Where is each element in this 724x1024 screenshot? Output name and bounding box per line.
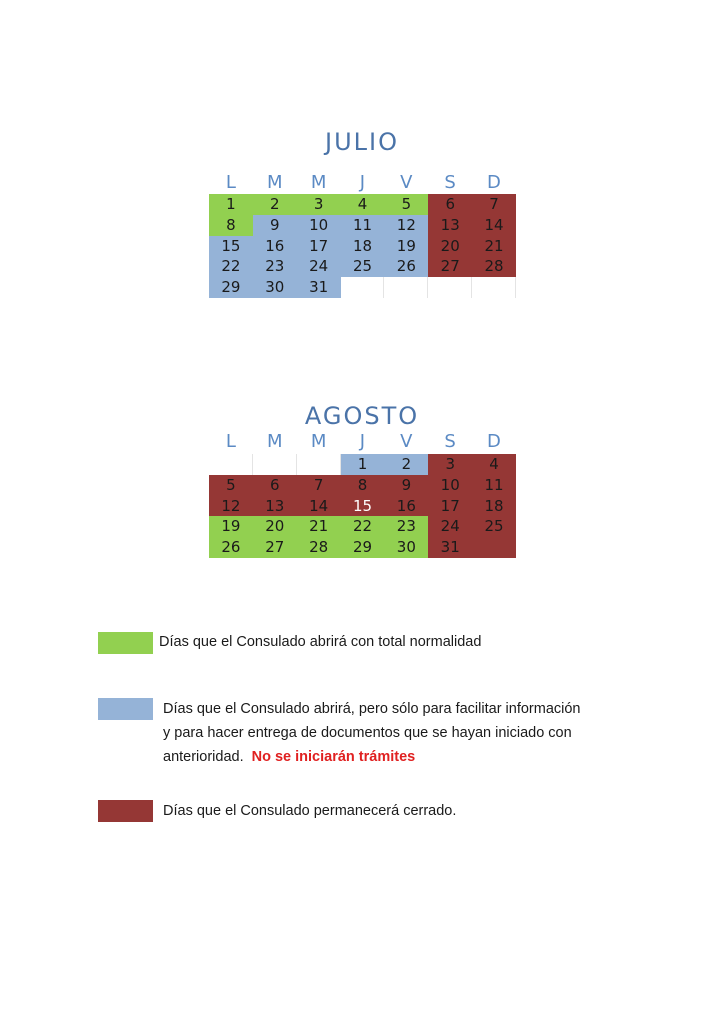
weekday-label: S xyxy=(444,431,456,452)
july-day-27: 27 xyxy=(428,256,472,277)
weekday-label: M xyxy=(267,172,283,193)
august-empty-cell xyxy=(472,537,516,558)
weekday-label: V xyxy=(400,172,413,193)
july-day-5: 5 xyxy=(384,194,428,215)
august-day-7: 7 xyxy=(297,475,341,496)
august-title: AGOSTO xyxy=(304,402,420,430)
july-day-17: 17 xyxy=(297,236,341,257)
august-day-5: 5 xyxy=(209,475,253,496)
july-weekday-header xyxy=(209,173,516,193)
august-day-16: 16 xyxy=(384,496,428,517)
july-day-8: 8 xyxy=(209,215,253,236)
july-day-28: 28 xyxy=(472,256,516,277)
august-day-8: 8 xyxy=(341,475,385,496)
july-day-22: 22 xyxy=(209,256,253,277)
weekday-label: D xyxy=(487,431,501,452)
august-day-15: 15 xyxy=(341,496,385,517)
august-day-20: 20 xyxy=(253,516,297,537)
legend-info-line: Días que el Consulado abrirá, pero sólo para facilitar información xyxy=(163,701,581,717)
august-empty-cell xyxy=(253,454,297,475)
july-title: JULIO xyxy=(325,128,399,156)
weekday-label: J xyxy=(359,431,366,452)
august-day-28: 28 xyxy=(297,537,341,558)
legend-warning-text: No se iniciarán trámites xyxy=(251,749,416,765)
july-day-4: 4 xyxy=(341,194,385,215)
weekday-label: M xyxy=(310,431,327,452)
july-empty-cell xyxy=(472,277,516,298)
july-day-26: 26 xyxy=(384,256,428,277)
weekday-label: M xyxy=(310,172,327,193)
july-day-7: 7 xyxy=(472,194,516,215)
july-day-14: 14 xyxy=(472,215,516,236)
august-day-11: 11 xyxy=(472,475,516,496)
august-day-12: 12 xyxy=(209,496,253,517)
august-day-25: 25 xyxy=(472,516,516,537)
july-day-3: 3 xyxy=(297,194,341,215)
july-day-29: 29 xyxy=(209,277,253,298)
august-day-19: 19 xyxy=(209,516,253,537)
july-day-6: 6 xyxy=(428,194,472,215)
august-day-22: 22 xyxy=(341,516,385,537)
legend-open-text: Días que el Consulado abrirá con total normalidad xyxy=(159,634,482,650)
august-day-1: 1 xyxy=(341,454,385,475)
august-empty-cell xyxy=(297,454,341,475)
legend-open-swatch xyxy=(98,632,153,654)
august-day-4: 4 xyxy=(472,454,516,475)
july-day-2: 2 xyxy=(253,194,297,215)
july-empty-cell xyxy=(341,277,385,298)
july-day-16: 16 xyxy=(253,236,297,257)
august-day-29: 29 xyxy=(341,537,385,558)
august-day-9: 9 xyxy=(384,475,428,496)
weekday-label: L xyxy=(225,172,236,193)
legend-info-line xyxy=(163,745,581,769)
weekday-label: V xyxy=(400,431,413,452)
july-day-20: 20 xyxy=(428,236,472,257)
july-day-30: 30 xyxy=(253,277,297,298)
august-calendar-grid xyxy=(209,454,516,558)
august-day-21: 21 xyxy=(297,516,341,537)
july-empty-cell xyxy=(428,277,472,298)
weekday-label: J xyxy=(359,172,366,193)
august-day-13: 13 xyxy=(253,496,297,517)
august-day-3: 3 xyxy=(428,454,472,475)
legend-closed-text: Días que el Consulado permanecerá cerrado. xyxy=(163,803,457,819)
august-day-31: 31 xyxy=(428,537,472,558)
august-day-14: 14 xyxy=(297,496,341,517)
weekday-label: D xyxy=(487,172,501,193)
july-day-11: 11 xyxy=(341,215,385,236)
august-day-26: 26 xyxy=(209,537,253,558)
july-day-21: 21 xyxy=(472,236,516,257)
weekday-label: M xyxy=(267,431,283,452)
july-calendar-grid xyxy=(209,194,516,298)
august-day-6: 6 xyxy=(253,475,297,496)
august-empty-cell xyxy=(209,454,253,475)
july-day-15: 15 xyxy=(209,236,253,257)
august-day-18: 18 xyxy=(472,496,516,517)
july-day-13: 13 xyxy=(428,215,472,236)
legend-info-swatch xyxy=(98,698,153,720)
legend-info-line: y para hacer entrega de documentos que se hayan iniciado con xyxy=(163,725,572,741)
weekday-label: S xyxy=(444,172,456,193)
august-day-30: 30 xyxy=(384,537,428,558)
july-day-19: 19 xyxy=(384,236,428,257)
july-day-25: 25 xyxy=(341,256,385,277)
legend-info-line-text: anterioridad. xyxy=(163,749,244,765)
august-weekday-header xyxy=(209,432,516,452)
august-day-27: 27 xyxy=(253,537,297,558)
july-day-18: 18 xyxy=(341,236,385,257)
august-day-10: 10 xyxy=(428,475,472,496)
august-day-23: 23 xyxy=(384,516,428,537)
july-day-23: 23 xyxy=(253,256,297,277)
weekday-label: L xyxy=(225,431,236,452)
legend-closed-swatch xyxy=(98,800,153,822)
july-day-9: 9 xyxy=(253,215,297,236)
july-empty-cell xyxy=(384,277,428,298)
july-day-12: 12 xyxy=(384,215,428,236)
legend-info-text xyxy=(163,697,581,769)
july-day-1: 1 xyxy=(209,194,253,215)
august-day-24: 24 xyxy=(428,516,472,537)
august-day-17: 17 xyxy=(428,496,472,517)
july-day-31: 31 xyxy=(297,277,341,298)
august-day-2: 2 xyxy=(384,454,428,475)
july-day-24: 24 xyxy=(297,256,341,277)
july-day-10: 10 xyxy=(297,215,341,236)
